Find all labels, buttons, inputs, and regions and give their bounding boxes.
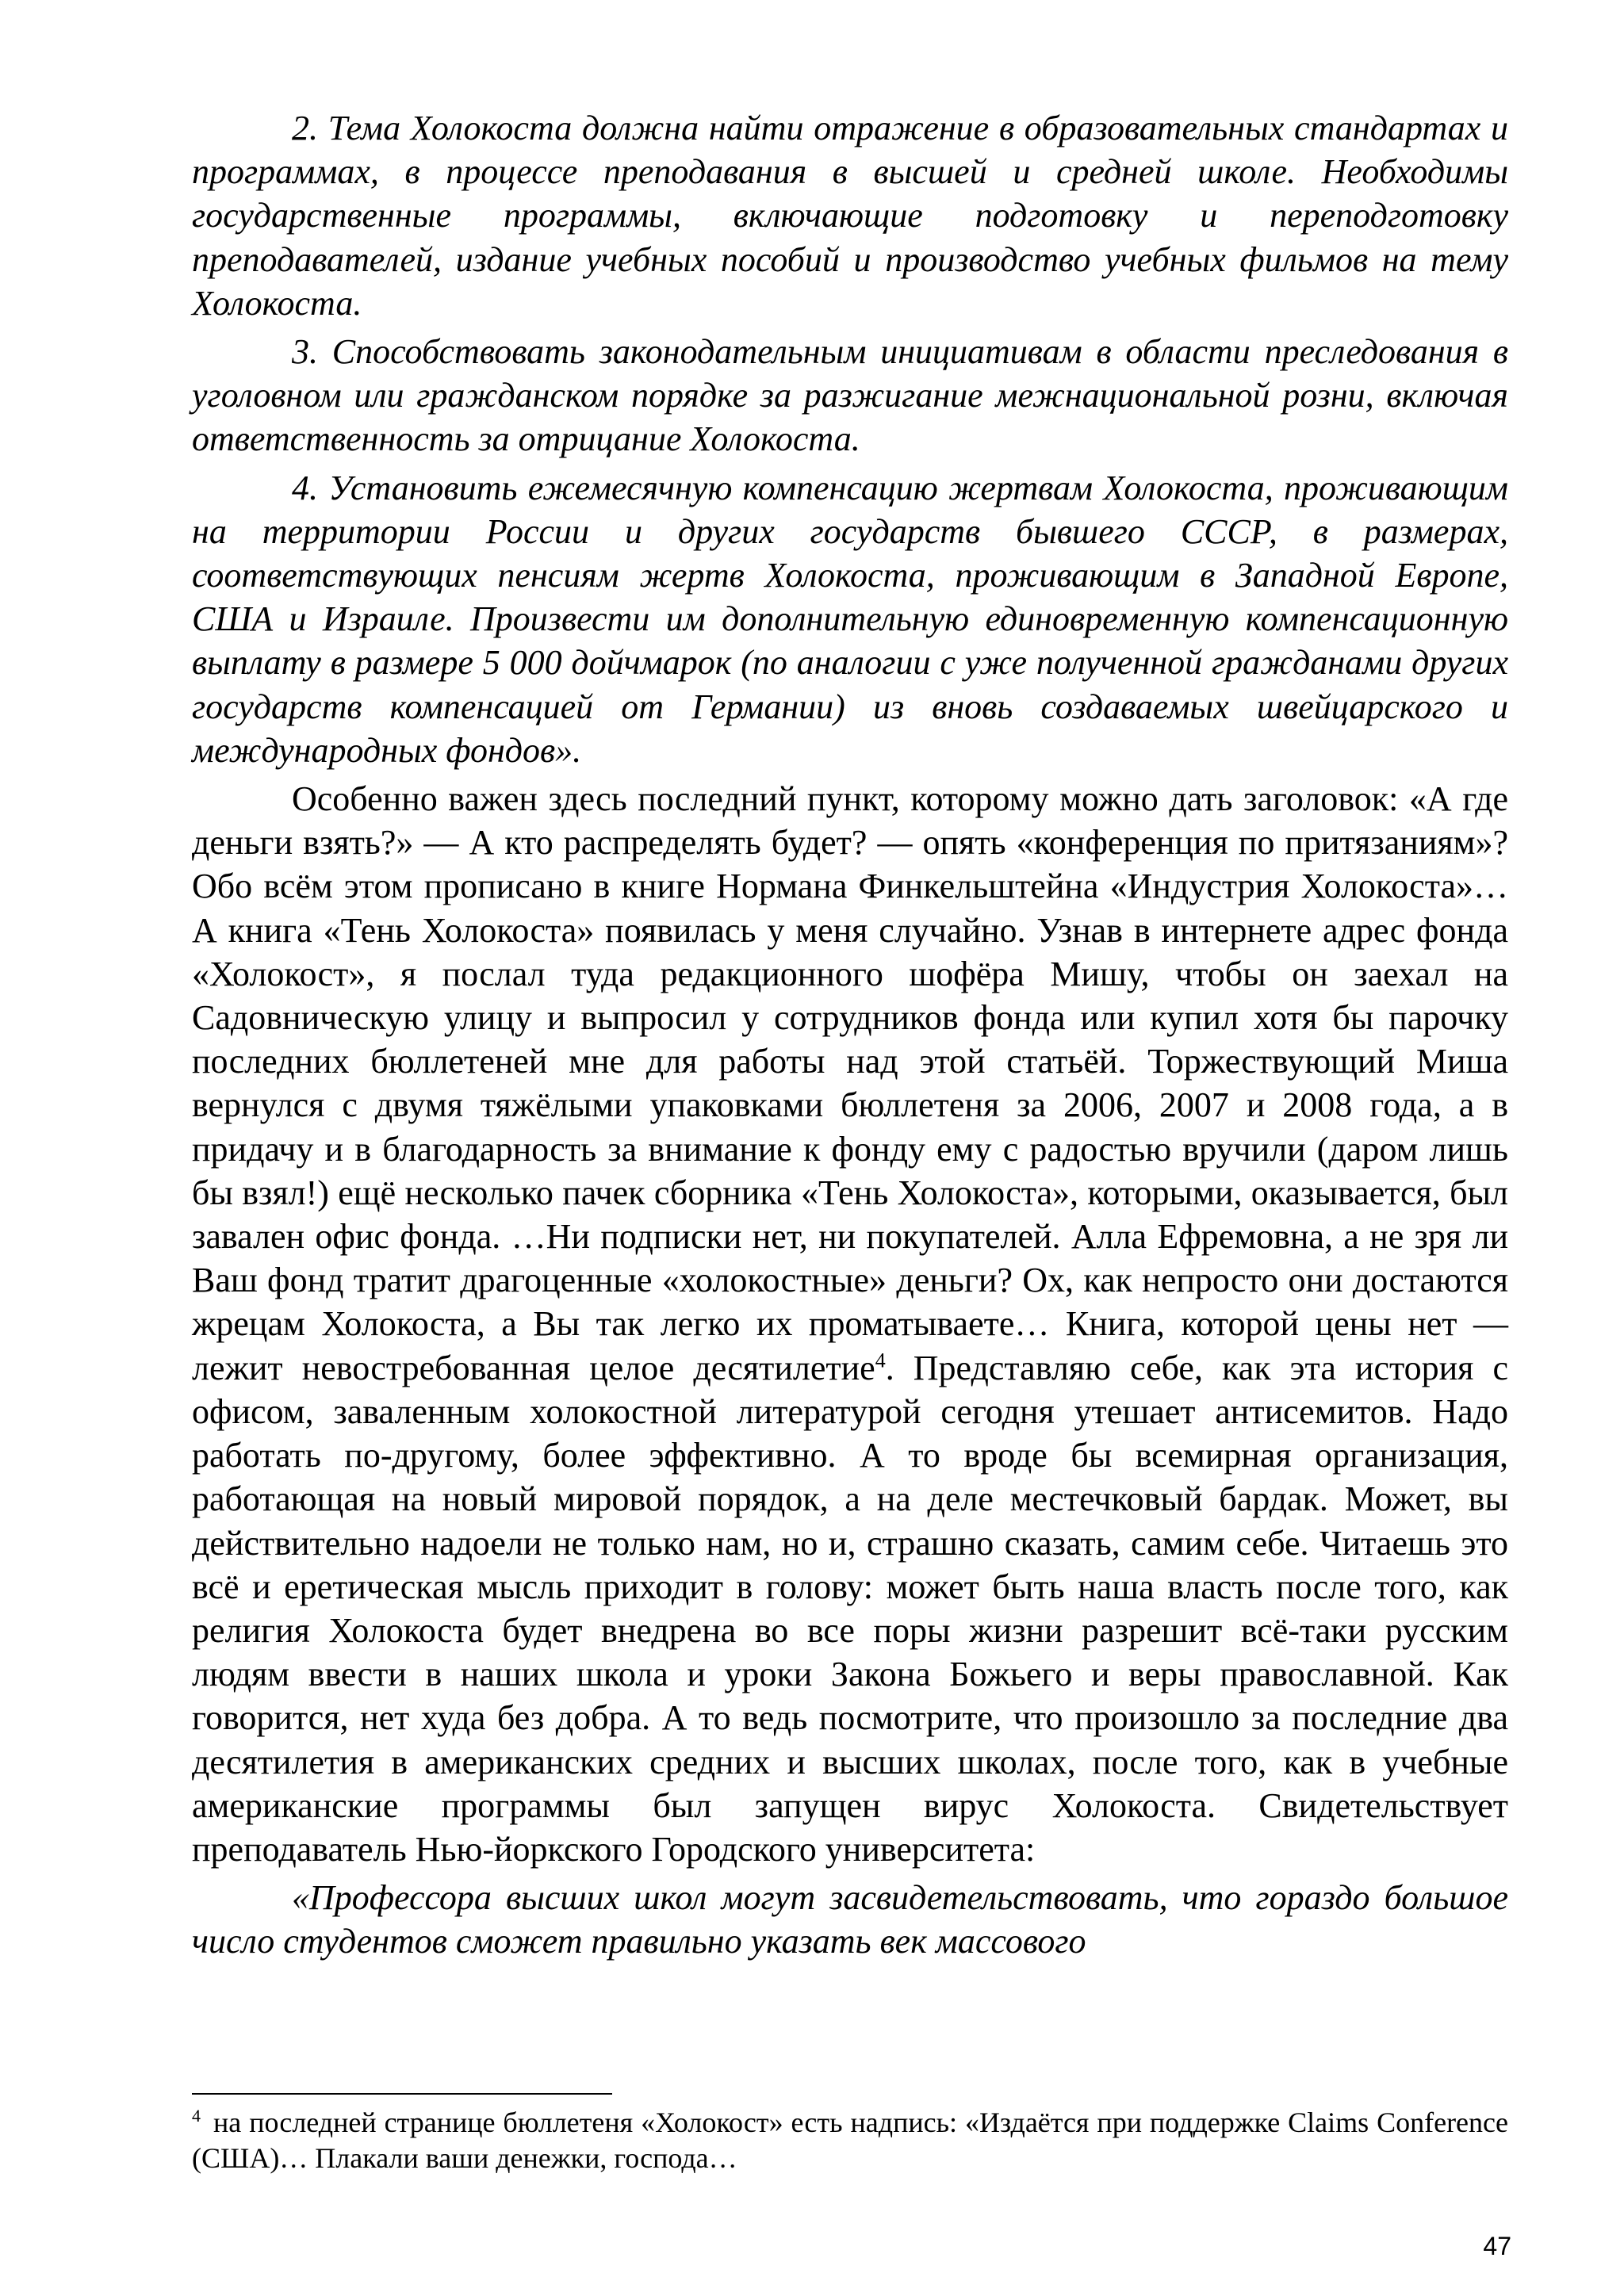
footnote (192, 2105, 1508, 2176)
main-paragraph-part-2: . Представляю себе, как эта история с офисом, заваленным холокостной литературой сегодня утешает антисемитов. Надо работать по-другому, более эффективно. А то вроде бы всемирная организация, работающая на новый мировой порядок, а на деле местечковый бардак. Может, вы действительно надоели не только нам, но и, страшно сказать, самим себе. Читаешь это всё и еретическая мысль приходит в голову: может быть наша власть после того, как религия Холокоста будет внедрена во все поры жизни разрешит всё-таки русским людям ввести в наших школа и уроки Закона Божьего и веры православной. Как говорится, нет худа без добра. А то ведь посмотрите, что произошло за последние два десятилетия в американских средних и высших школах, после того, как в учебные американские программы был запущен вирус Холокоста. Свидетельствует преподаватель Нью-йоркского Городского университета: (192, 1348, 1508, 1869)
quote-paragraph: «Профессора высших школ могут засвидетельствовать, что гораздо большое число студентов сможет правильно указать век массового (192, 1878, 1508, 1961)
footnote-divider (192, 2093, 612, 2095)
page-number: 47 (1483, 2232, 1511, 2260)
main-paragraph-part-1: Особенно важен здесь последний пункт, которому можно дать заголовок: «А где деньги взять?» — А кто распределять будет? — опять «конференция по притязаниям»? Обо всём этом прописано в книге Нормана Финкельштейна «Индустрия Холокоста»… А книга «Тень Холокоста» появилась у меня случайно. Узнав в интернете адрес фонда «Холокост», я послал туда редакционного шофёра Мишу, чтобы он заехал на Садовническую улицу и выпросил у сотрудников фонда или купил хотя бы парочку последних бюллетеней мне для работы над этой статьёй. Торжествующий Миша вернулся с двумя тяжёлыми упаковками бюллетеня за 2006, 2007 и 2008 года, а в придачу и в благодарность за внимание к фонду ему с радостью вручили (даром лишь бы взял!) ещё несколько пачек сборника «Тень Холокоста», которыми, оказывается, был завален офис фонда. …Ни подписки нет, ни покупателей. Алла Ефремовна, а не зря ли Ваш фонд тратит драгоценные «холокостные» деньги? Ох, как непросто они достаются жрецам Холокоста, а Вы так легко их проматываете… Книга, которой цены нет — лежит невостребованная целое десятилетие (192, 779, 1508, 1387)
main-paragraph (192, 777, 1508, 1871)
footnote-text: на последней странице бюллетеня «Холокост» есть надпись: «Издаётся при поддержке Claims Conference (США)… Плакали ваши денежки, господа… (192, 2107, 1508, 2174)
footnote-mark: 4 (192, 2106, 201, 2126)
footnote-reference[interactable]: 4 (875, 1349, 886, 1372)
list-item-2: 2. Тема Холокоста должна найти отражение в образовательных стандартах и программах, в процессе преподавания в высшей и средней школе. Необходимы государственные программы, включающие подготовку и переподготовку преподавателей, издание учебных пособий и производство учебных фильмов на тему Холокоста. (192, 109, 1508, 323)
list-item-3: 3. Способствовать законодательным инициативам в области преследования в уголовном или гражданском порядке за разжигание межнациональной розни, включая ответственность за отрицание Холокоста. (192, 332, 1508, 459)
list-item-4: 4. Установить ежемесячную компенсацию жертвам Холокоста, проживающим на территории России и других государств бывшего СССР, в размерах, соответствующих пенсиям жертв Холокоста, проживающим в Западной Европе, США и Израиле. Произвести им дополнительную единовременную компенсационную выплату в размере 5 000 дойчмарок (по аналогии с уже полученной гражданами других государств компенсацией от Германии) из вновь создаваемых швейцарского и международных фондов». (192, 468, 1508, 770)
body-text (192, 106, 1508, 1964)
